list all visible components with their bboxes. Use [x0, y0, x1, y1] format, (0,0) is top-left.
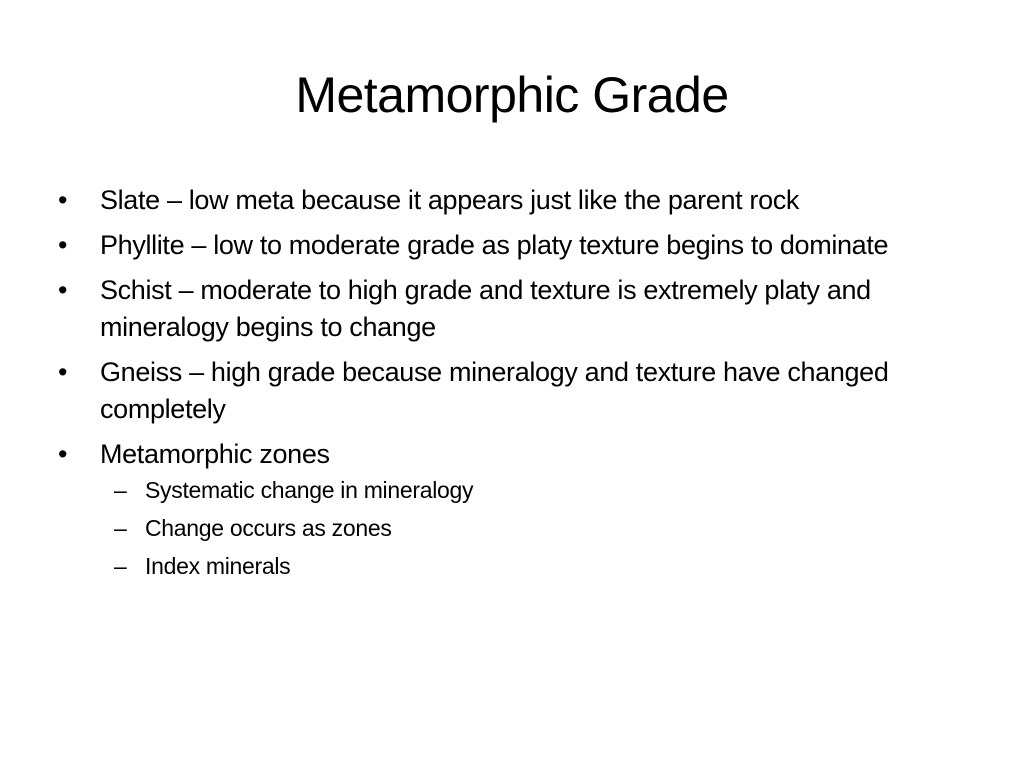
bullet-text: Metamorphic zones: [100, 439, 330, 469]
bullet-text: Phyllite – low to moderate grade as platy texture begins to dominate: [100, 230, 889, 260]
sub-bullet-item: [56, 475, 976, 505]
sub-bullet-marker: –: [114, 515, 127, 541]
bullet-marker: •: [58, 275, 68, 305]
bullet-marker: •: [58, 439, 68, 469]
bullet-item: [56, 354, 976, 428]
bullet-marker: •: [58, 185, 68, 215]
sub-bullet-item: [56, 513, 976, 543]
bullet-text: Slate – low meta because it appears just like the parent rock: [100, 185, 800, 215]
sub-bullet-text: Index minerals: [145, 553, 291, 579]
sub-bullet-item: [56, 551, 976, 581]
bullet-marker: •: [58, 230, 68, 260]
bullet-item: [56, 227, 976, 264]
sub-bullet-marker: –: [114, 477, 127, 503]
bullet-item: [56, 272, 976, 346]
bullet-marker: •: [58, 357, 68, 387]
bullet-item: [56, 182, 976, 219]
slide-title: Metamorphic Grade: [295, 67, 729, 123]
sub-bullet-text: Systematic change in mineralogy: [145, 477, 474, 503]
sub-bullet-text: Change occurs as zones: [145, 515, 392, 541]
bullet-text: Gneiss – high grade because mineralogy and texture have changed completely: [100, 357, 889, 424]
sub-bullet-marker: –: [114, 553, 127, 579]
bullet-list: [56, 182, 976, 589]
bullet-text: Schist – moderate to high grade and texture is extremely platy and mineralogy begins to change: [100, 275, 871, 342]
bullet-item: [56, 436, 976, 581]
sub-bullet-list: [100, 475, 976, 581]
